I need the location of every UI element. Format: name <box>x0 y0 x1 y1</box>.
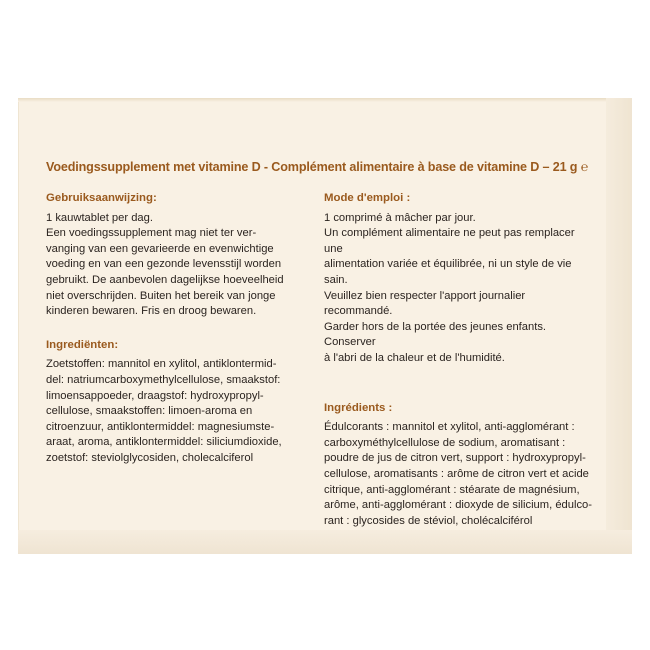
ingredients-text-nl: Zoetstoffen: mannitol en xylitol, antiklontermid- del: natriumcarboxymethylcellulose, smaakstof: limoensappoeder, draagstof: hydroxypropyl- cellulose, smaakstoffen: limoen-aroma en citroenzuur, antiklontermiddel: magnesiumste- araat, aroma, antiklontermiddel: siliciumdioxide, zoetstof: steviolglycosiden, cholecalciferol <box>46 358 282 464</box>
ingredients-heading-nl: Ingrediënten: <box>46 338 119 351</box>
product-title: Voedingssupplement met vitamine D - Complément alimentaire à base de vitamine D – 21 g ℮ <box>46 160 589 174</box>
french-column <box>324 191 592 529</box>
ingredients-text-fr: Édulcorants : mannitol et xylitol, anti-agglomérant : carboxyméthylcellulose de sodium, aromatisant : poudre de jus de citron vert, support : hydroxypropyl- cellulose, aromatisants : arôme de citron vert et acide citrique, anti-agglomérant : stéarate de magnésium, arôme, anti-agglomérant : dioxyde de silicium, édulco- rant : glycosides de stéviol, cholécalciférol <box>324 421 593 527</box>
package-top-edge <box>18 98 632 102</box>
package-side-edge <box>606 98 632 554</box>
usage-text-nl: 1 kauwtablet per dag. Een voedingssupplement mag niet ter ver- vanging van een gevarieerde en evenwichtige voeding en van een gezonde levensstijl worden gebruikt. De aanbevolen dagelijkse hoeveelheid niet overschrijden. Buiten het bereik van jonge kinderen bewaren. Fris en droog bewaren. <box>46 211 284 318</box>
ingredients-heading-fr: Ingrédients : <box>324 401 393 414</box>
usage-text-fr: 1 comprimé à mâcher par jour. Un complément alimentaire ne peut pas remplacer une alimentation variée et équilibrée, ni un style de vie sain. Veuillez bien respecter l'apport journalier recommandé. Garder hors de la portée des jeunes enfants. Conserver à l'abri de la chaleur et de l'humidité. <box>324 211 575 364</box>
usage-heading-fr: Mode d'emploi : <box>324 192 411 204</box>
dutch-column <box>46 191 314 467</box>
package-bottom-edge <box>18 530 632 554</box>
usage-heading-nl: Gebruiksaanwijzing: <box>46 192 157 204</box>
